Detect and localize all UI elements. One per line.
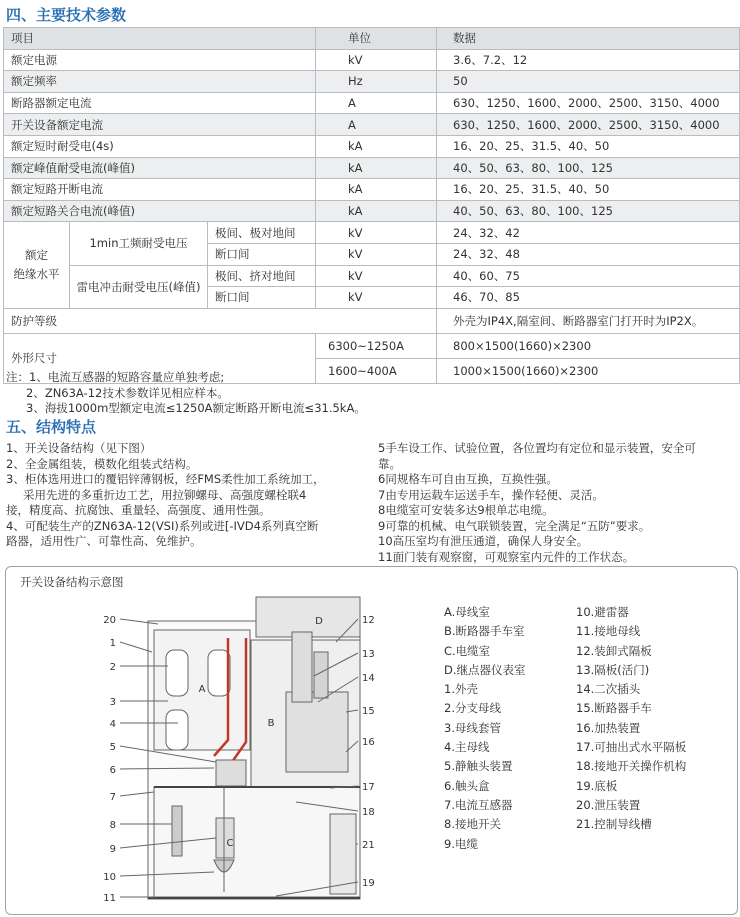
- features-left: 1、开关设备结构（见下图） 2、全金属组装，模数化组装式结构。 3、柜体选用进口的覆铝锌薄钢板，经FMS柔性加工系统加工， 采用先进的多重折边工艺，用拉铆螺母、高强度螺栓联4 接，精度高、抗腐蚀、重量轻、高强度、通用性强。 4、可配装生产的ZN63A-12(VSI)系列或进[-IVD4系列真空断 路器，适用性广、可靠性高、免维护。: [6, 441, 325, 548]
- callout-15: 15: [362, 706, 375, 717]
- callout-17: 17: [362, 782, 375, 793]
- callout-19: 19: [362, 878, 375, 889]
- table-row: 雷电冲击耐受电压(峰值) 极间、挤对地间 kV 40、60、75: [4, 265, 740, 287]
- table-notes: 注：1、电流互感器的短路容量应单独考虑; 2、ZN63A-12技术参数详见相应样本。 3、海拔1000m型额定电流≤1250A额定断路开断电流≤31.5kA。: [6, 370, 366, 415]
- switchgear-diagram: [96, 592, 396, 910]
- compartment-c: C: [226, 838, 234, 849]
- header-unit: 单位: [316, 28, 437, 50]
- table-row: 额定短时耐受电(4s) kA 16、20、25、31.5、40、50: [4, 135, 740, 157]
- callout-3: 3: [109, 697, 116, 708]
- callout-5: 5: [109, 742, 116, 753]
- compartment-d: D: [315, 616, 323, 627]
- features-right: 5手车设工作、试验位置，各位置均有定位和显示装置，安全可 靠。 6同规格车可自由互换，互换性强。 7由专用运载车运送手车，操作轻便、灵活。 8电缆室可安装多达9根单芯电缆。 9可靠的机械、电气联锁装置，完全满足“五防”要求。 10高压室均有泄压通道，确保人身安全。 11面门装有观察窗，可观察室内元件的工作状态。: [378, 441, 696, 564]
- table-row: 断口间 kV 24、32、48: [4, 243, 740, 265]
- callout-16: 16: [362, 737, 375, 748]
- callout-6: 6: [109, 765, 116, 776]
- callout-7: 7: [109, 792, 116, 803]
- table-row: 防护等级 外壳为IP4X,隔室间、断路器室门打开时为IP2X。: [4, 308, 740, 333]
- callout-10: 10: [103, 872, 116, 883]
- callout-9: 9: [109, 844, 116, 855]
- callout-18: 18: [362, 807, 375, 818]
- structure-figure: [5, 566, 738, 915]
- section-title-specs: 四、主要技术参数: [6, 6, 127, 24]
- callout-8: 8: [109, 820, 116, 831]
- table-row: 外形尺寸 6300~1250A 800×1500(1660)×2300: [4, 333, 740, 358]
- callout-4: 4: [109, 719, 116, 730]
- callout-13: 13: [362, 649, 375, 660]
- callout-12: 12: [362, 615, 375, 626]
- table-row: 额定峰值耐受电流(峰值) kA 40、50、63、80、100、125: [4, 157, 740, 179]
- callout-1: 1: [109, 638, 116, 649]
- table-row: 断口间 kV 46、70、85: [4, 287, 740, 309]
- table-row: 额定频率 Hz 50: [4, 71, 740, 93]
- compartment-b: B: [267, 718, 275, 729]
- header-data: 数据: [437, 28, 740, 50]
- table-row: 额定 绝缘水平 1min工频耐受电压 极间、极对地间 kV 24、32、42: [4, 222, 740, 244]
- callout-11: 11: [103, 893, 116, 904]
- table-row: 额定短路关合电流(峰值) kA 40、50、63、80、100、125: [4, 200, 740, 222]
- table-row: 额定电源 kV 3.6、7.2、12: [4, 49, 740, 71]
- callout-14: 14: [362, 673, 375, 684]
- table-row: 1600~400A 1000×1500(1660)×2300: [4, 358, 740, 383]
- callout-20: 20: [103, 615, 116, 626]
- compartment-a: A: [198, 684, 206, 695]
- callout-2: 2: [109, 662, 116, 673]
- section-title-features: 五、结构特点: [6, 418, 97, 436]
- figure-caption: 开关设备结构示意图: [20, 575, 124, 589]
- table-header-row: [4, 28, 740, 50]
- power-freq-label: 1min工频耐受电压: [70, 222, 208, 265]
- legend-column-1: A.母线室 B.断路器手车室 C.电缆室 D.继点器仪表室 1.外壳 2.分支母线 3.母线套管 4.主母线 5.静触头装置 6.触头盒 7.电流互感器 8.接地开关 9.电缆: [444, 605, 526, 851]
- table-row: 开关设备额定电流 A 630、1250、1600、2000、2500、3150、4000: [4, 114, 740, 136]
- spec-table: [3, 27, 740, 384]
- table-row: 断路器额定电流 A 630、1250、1600、2000、2500、3150、4000: [4, 92, 740, 114]
- insulation-level-label: 额定 绝缘水平: [4, 222, 70, 308]
- impulse-label: 雷电冲击耐受电压(峰值): [70, 265, 208, 308]
- callout-21: 21: [362, 840, 375, 851]
- table-row: 额定短路开断电流 kA 16、20、25、31.5、40、50: [4, 179, 740, 201]
- legend-column-2: 10.避雷器 11.接地母线 12.装卸式隔板 13.隔板(活门) 14.二次插头 15.断路器手车 16.加热装置 17.可抽出式水平隔板 18.接地开关操作机构 19.底板 20.泄压装置 21.控制导线槽: [576, 605, 687, 832]
- header-item: 项目: [4, 28, 316, 50]
- dimensions-label: 外形尺寸: [4, 333, 316, 383]
